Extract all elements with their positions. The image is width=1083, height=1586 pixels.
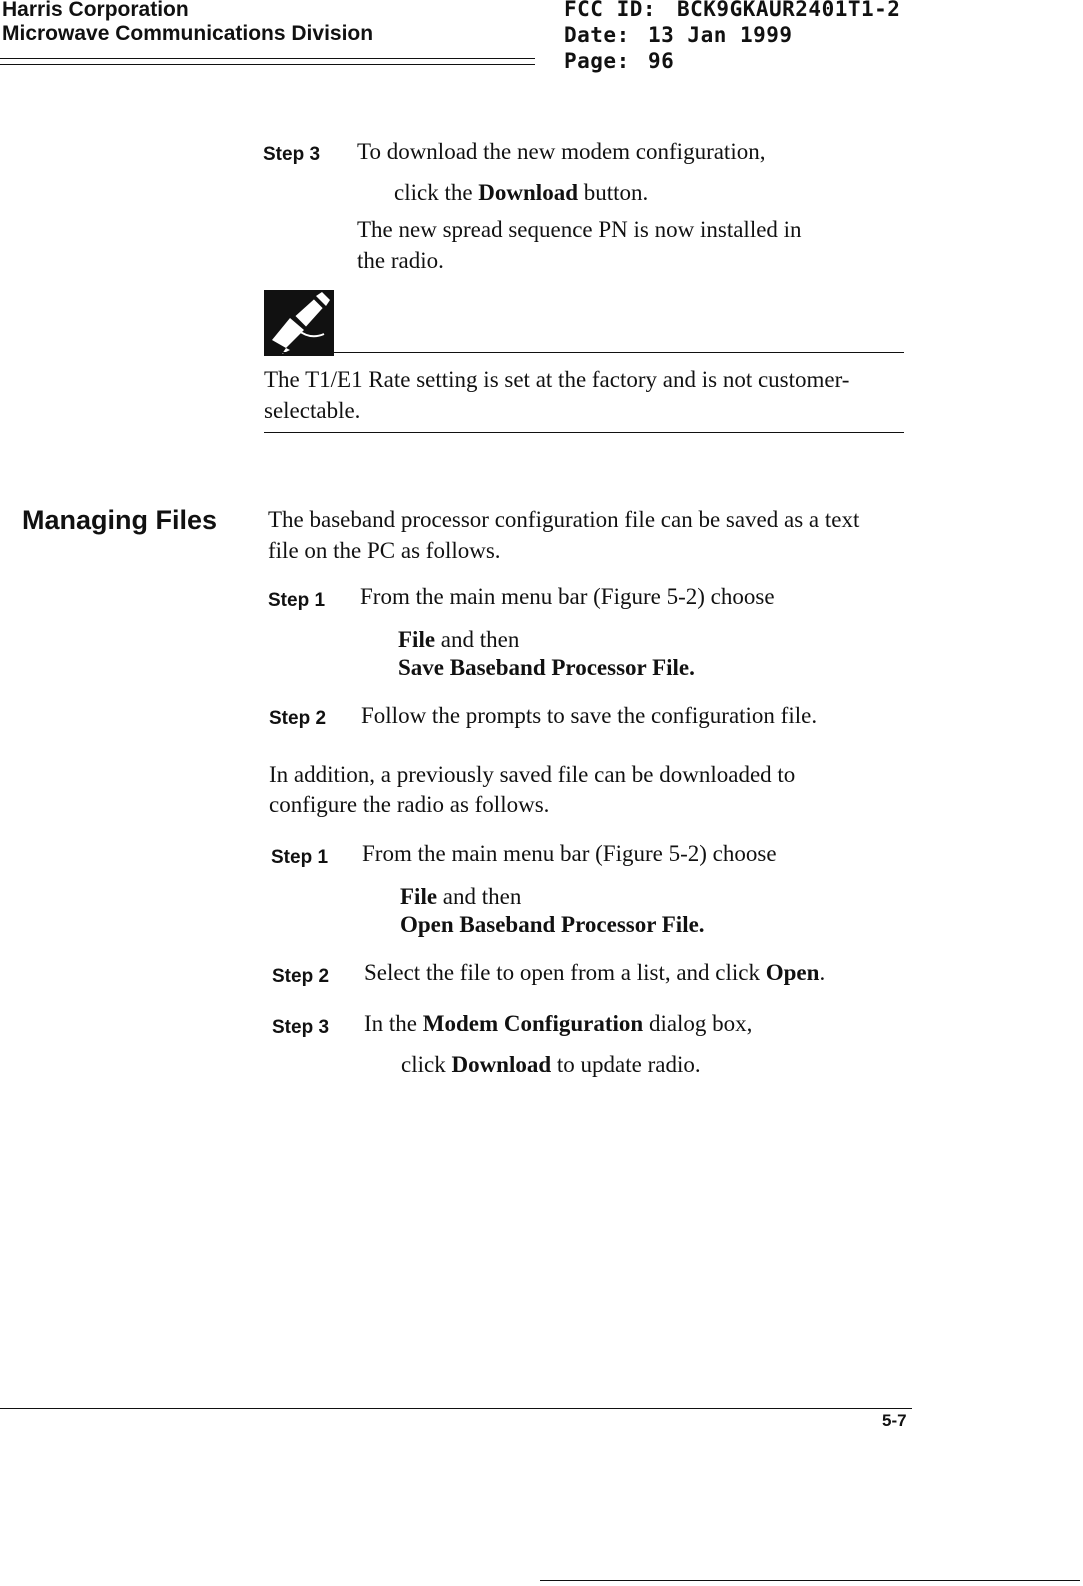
step-label: Step 1	[268, 590, 326, 611]
step-label: Step 3	[272, 1017, 330, 1038]
step-text: Select the file to open from a list, and click Open.	[364, 960, 826, 985]
header-rule-2	[0, 64, 535, 65]
date-label: Date:	[564, 23, 630, 47]
header-rule-1	[0, 58, 535, 59]
step-label: Step 2	[272, 966, 330, 987]
page-value: 96	[648, 49, 675, 73]
step-label: Step 3	[263, 144, 321, 165]
step-text: Follow the prompts to save the configuration file.	[361, 703, 818, 728]
company-name: Harris Corporation	[2, 0, 189, 21]
addition-line: configure the radio as follows.	[269, 792, 550, 817]
result-paragraph-line: The new spread sequence PN is now installed in	[357, 217, 802, 242]
date-value: 13 Jan 1999	[648, 23, 793, 47]
menu-item-open: Open Baseband Processor File.	[400, 912, 705, 937]
intro-line: file on the PC as follows.	[268, 538, 501, 563]
note-text-line: The T1/E1 Rate setting is set at the factory and is not customer-	[264, 367, 850, 392]
step-text: From the main menu bar (Figure 5-2) choose	[360, 584, 775, 609]
download-term: Download	[478, 180, 578, 205]
step-text: To download the new modem configuration,	[357, 139, 766, 164]
page-number: 5-7	[882, 1411, 907, 1430]
step-subtext: click Download to update radio.	[401, 1052, 701, 1077]
note-top-rule	[264, 352, 904, 353]
addition-line: In addition, a previously saved file can be downloaded to	[269, 762, 796, 787]
intro-line: The baseband processor configuration file can be saved as a text	[268, 507, 860, 532]
result-paragraph-line: the radio.	[357, 248, 444, 273]
note-pencil-icon	[264, 290, 334, 356]
bottom-edge-rule	[540, 1580, 1080, 1581]
fcc-id-label: FCC ID:	[564, 0, 657, 21]
step-label: Step 1	[271, 847, 329, 868]
page-label: Page:	[564, 49, 630, 73]
section-title: Managing Files	[22, 505, 218, 535]
step-text: From the main menu bar (Figure 5-2) choose	[362, 841, 777, 866]
step-label: Step 2	[269, 708, 327, 729]
step-text: In the Modem Configuration dialog box,	[364, 1011, 753, 1036]
footer-rule	[0, 1408, 912, 1409]
menu-item-save: Save Baseband Processor File.	[398, 655, 695, 680]
fcc-id-value: BCK9GKAUR2401T1-2	[677, 0, 901, 21]
step-subtext: click the Download button.	[394, 180, 649, 205]
note-text-line: selectable.	[264, 398, 361, 423]
division-name: Microwave Communications Division	[2, 22, 374, 45]
menu-path-line: File and then	[400, 884, 522, 909]
note-bottom-rule	[264, 432, 904, 433]
menu-path-line: File and then	[398, 627, 520, 652]
